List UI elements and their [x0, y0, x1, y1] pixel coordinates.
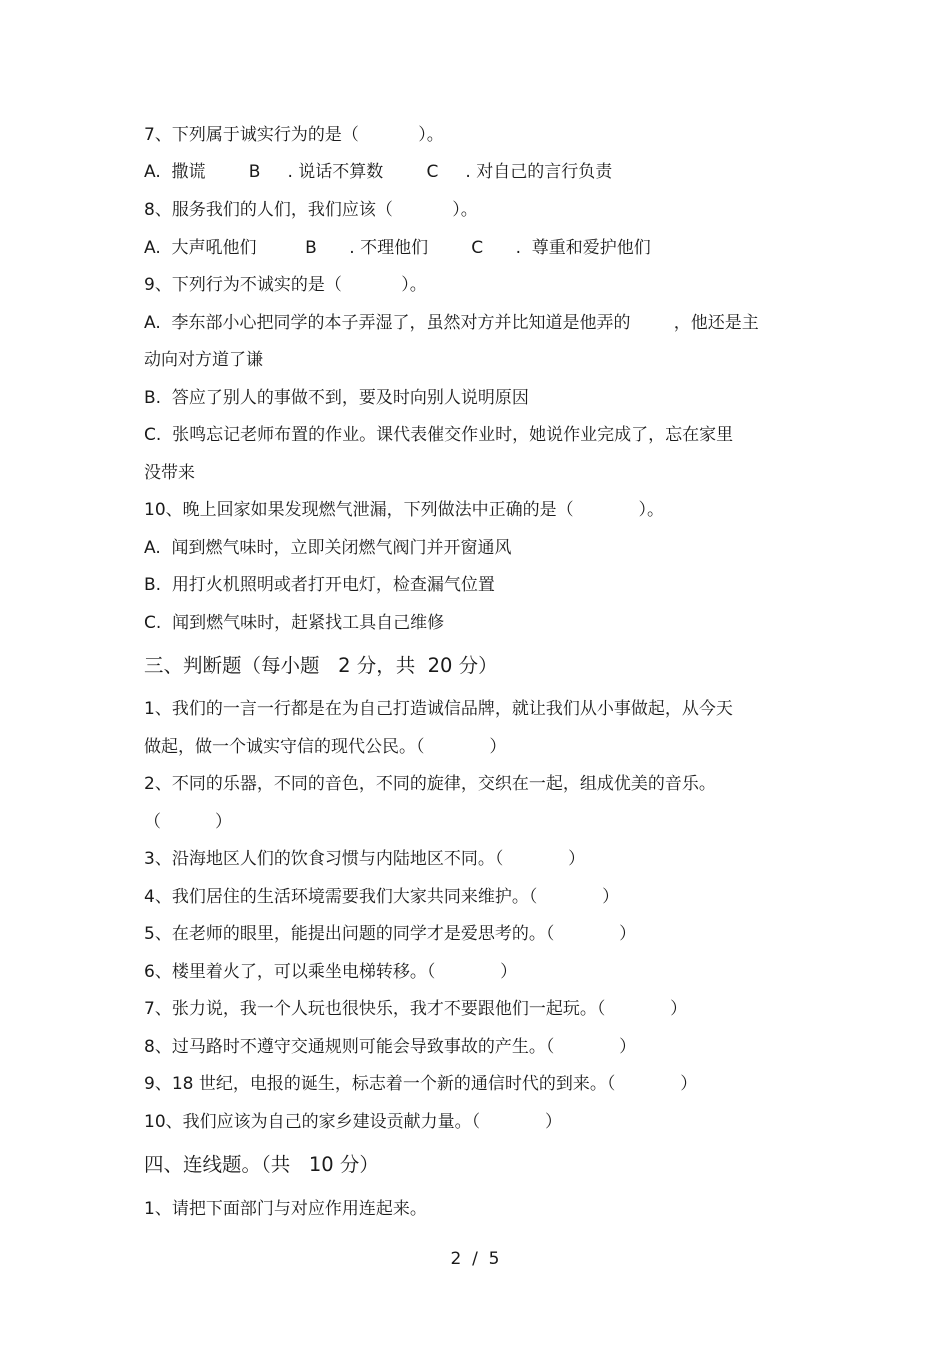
judgement-item-4: 4、我们居住的生活环境需要我们大家共同来维护。（ ）: [144, 887, 620, 907]
question-9-option-c-cont: 没带来: [144, 463, 195, 483]
section-4-heading: 四、连线题。（共 10 分）: [144, 1153, 379, 1176]
judgement-item-1: 1、我们的一言一行都是在为自己打造诚信品牌，就让我们从小事做起，从今天: [144, 699, 733, 719]
question-10-option-a: A. 闻到燃气味时，立即关闭燃气阀门并开窗通风: [144, 538, 512, 558]
question-10-option-b: B. 用打火机照明或者打开电灯，检查漏气位置: [144, 575, 495, 595]
page-number: 2 / 5: [450, 1249, 500, 1269]
question-9-option-c: C. 张鸣忘记老师布置的作业。课代表催交作业时，她说作业完成了，忘在家里: [144, 425, 734, 445]
matching-item-1: 1、请把下面部门与对应作用连起来。: [144, 1199, 427, 1219]
judgement-item-9: 9、18 世纪，电报的诞生，标志着一个新的通信时代的到来。（ ）: [144, 1074, 698, 1094]
question-10-option-c: C. 闻到燃气味时，赶紧找工具自己维修: [144, 613, 445, 633]
question-9: 9、下列行为不诚实的是（ ）。: [144, 275, 427, 295]
judgement-item-2: 2、不同的乐器，不同的音色，不同的旋律，交织在一起，组成优美的音乐。: [144, 774, 716, 794]
judgement-item-1-cont: 做起，做一个诚实守信的现代公民。（ ）: [144, 737, 507, 757]
question-9-option-a: A. 李东部小心把同学的本子弄湿了，虽然对方并比知道是他弄的 ，他还是主: [144, 313, 759, 333]
question-7: 7、下列属于诚实行为的是（ ）。: [144, 125, 444, 145]
question-9-option-b: B. 答应了别人的事做不到，要及时向别人说明原因: [144, 388, 529, 408]
judgement-item-7: 7、张力说，我一个人玩也很快乐，我才不要跟他们一起玩。（ ）: [144, 999, 688, 1019]
judgement-item-3: 3、沿海地区人们的饮食习惯与内陆地区不同。（ ）: [144, 849, 586, 869]
judgement-item-10: 10、我们应该为自己的家乡建设贡献力量。（ ）: [144, 1112, 562, 1132]
question-8-options: A. 大声吼他们 B . 不理他们 C . 尊重和爱护他们: [144, 238, 651, 258]
question-10: 10、晚上回家如果发现燃气泄漏，下列做法中正确的是（ ）。: [144, 500, 664, 520]
judgement-item-8: 8、过马路时不遵守交通规则可能会导致事故的产生。（ ）: [144, 1037, 637, 1057]
judgement-item-5: 5、在老师的眼里，能提出问题的同学才是爱思考的。（ ）: [144, 924, 637, 944]
question-9-option-a-cont: 动向对方道了谦: [144, 350, 263, 370]
judgement-item-2-cont: （ ）: [144, 812, 233, 832]
section-3-heading: 三、判断题（每小题 2 分，共 20 分）: [144, 654, 498, 677]
question-8: 8、服务我们的人们，我们应该（ ）。: [144, 200, 478, 220]
judgement-item-6: 6、楼里着火了，可以乘坐电梯转移。（ ）: [144, 962, 518, 982]
question-7-options: A. 撒谎 B . 说话不算数 C . 对自己的言行负责: [144, 162, 613, 182]
